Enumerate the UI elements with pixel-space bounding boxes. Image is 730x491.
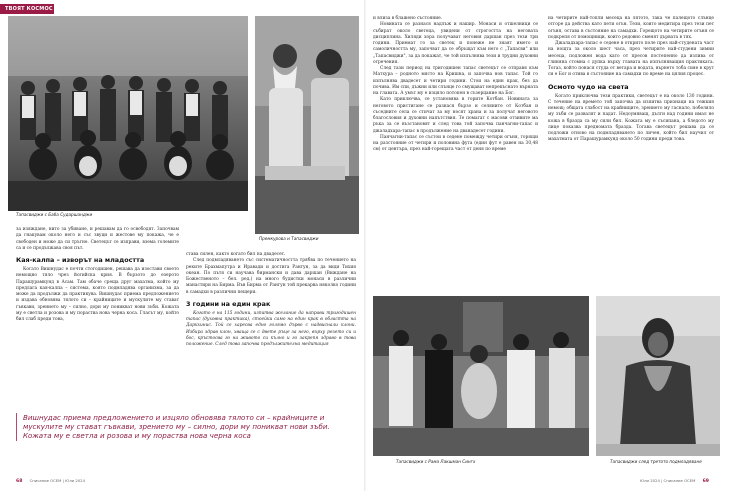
photo-two-men xyxy=(255,16,359,234)
paragraph: Панчагни-тапас се състои в седене помежду четири огъня, горящи на разстояние от четири и половина фута (един фут е равен на 30,48 см) от центъра, през най-горещата част от деня по време xyxy=(373,134,538,153)
caption-photo-after-rejuvenation: Тапасвиджи след третото подмладяване xyxy=(610,459,702,464)
heading-kaya-kalpa: Кая-калпа – изворът на младостта xyxy=(16,256,145,264)
page-gutter xyxy=(364,0,366,491)
paragraph: Джаладхара-тапас е седене в открито поле през най-студената част на нощта за около шест часа, през четирите най-студени зимни месеца, подложен вода като от пресов постепенно да излива от глиняна стомна с дупка върху главата на изпълняващия практиката. Тогаз, който понася студа от ветара и водата, върнето тоба сияе в крут си е Бог и отива в състояние на самадхи по време на цялия процес. xyxy=(548,41,714,78)
paragraph: След тази период на тригодишен тапас светецът се отправя към Матхура – родното място на Кришна, и започва нов тапас. Той го изпълнява двадесет и четири години. Стои на един крак, без да почива. Им спи, дъжни или слънце го смущават непрекъснато върната на главата. А умът му е изцяло потопен в съзерцание на Бог. xyxy=(373,66,538,96)
caption-photo-two-men: Премкурова и Тапасвиджи xyxy=(259,236,319,241)
paragraph: за изяждане, нито за убиване, и решавам да го освободят. Започвам да гнакувам около него и със звуци и жестове му покажа, че е свободен и може да си тръгне. Светецът се изправи, взема големите са и се продължава своя път. xyxy=(16,227,179,251)
text-column-3 xyxy=(373,16,538,154)
paragraph: Като приключва, се установява в горите Котбан. Новината за неговото пристигане се разнася бързо и селяните от Котбан и съседните села се стичат за му носят храна и за получат неговото благословия и духовни напътствия. Те помагат с масови отзивите ма ръка за се възстановят и след това той започва панчагни-тапас и джаладхара-тапас в продължение на дванадесет години. xyxy=(373,97,538,134)
paragraph: След подмладяването със систематичността трябва по течението на реките Брахмапутра и Иравади и достига Рангун, за да види Тихия океан. По пътя си научава бирмански и дава даршан (Виждане на Божественото – бел. ред.) на много будистки монаси в различни манастири на Бирма. Във Бирма от Рангун той прекарва няколко години в самадхи в различни пещери. xyxy=(186,258,356,295)
section-tag: ТВОЯТ КОСМОС xyxy=(0,4,54,14)
photo-with-rama-lakshman-singh xyxy=(373,296,589,456)
footer-right xyxy=(640,478,709,484)
heading-eighth-wonder: Осмото чудо на света xyxy=(548,82,629,91)
text-column-2 xyxy=(186,252,356,348)
caption-photo-group: Тапасвиджи с Баба Сударшанджи xyxy=(16,212,93,217)
paragraph: Когато приключва тези практики, светецът е на около 130 години. С течение на времето той започва да изпитва признаци на тежкия немощ; общата слабост на крайниците, зрението му гаснало, побеляло му зъби се развалят и падат. Недоумяващ, дълги над години имал не кожа в бразда са му сили бил. Кожата му е съсипана, а бледото му лице показва предномата бразда. Тогава светецът решава да се подложи отново на подмладяването по личен, който бил научил от махатмата от Парашурамкунд около 50 години преди това. xyxy=(548,93,714,143)
publication-left: Списание ОСЕМ | Юли 2024 xyxy=(29,478,86,483)
page-number-right: 69 xyxy=(702,479,710,484)
paragraph: на четирите най-топли месеца на лятото, така че палещото слънце отгоре да действа като пети огън. Тези, които медитира през тези пет огъня, остава в състояние на самадхи. Горещото на четирите огъня се подкрепя от помощници, които редовно сменят дървата в тях. xyxy=(548,16,714,40)
heading-three-years: 3 години на един крак xyxy=(186,299,271,308)
photo-group xyxy=(8,16,248,211)
footer-left xyxy=(16,478,85,484)
publication-right: Юли 2024 | Списание ОСЕМ xyxy=(640,478,696,483)
photo-after-third-rejuvenation xyxy=(596,296,720,456)
paragraph: става силен, както когато бил на двадесет. xyxy=(186,252,286,257)
text-column-1 xyxy=(16,227,179,323)
pull-quote: Вишнудас приема предложението и изцяло обновява тялото си – крайниците и мускулите му стават гъвкави, зрението му – силно, дори му поникват нови зъби. Кожата му е светла и розова и му пораства нова черна коса xyxy=(16,413,358,441)
paragraph: Когато е на 115 години, изпитва желание да направи тригодишен тапас (духовна практика), стоейки само на един крак в областта на Даркхинис. Той се харесва едно голямо дърво с надвиснали клони. Избира здрав клон, хваща се с двете ръце за него, върху резето си и бос, кръстосва го на живото си кълно и го закрепя здраво в това положение. След това започва продължителна медитация xyxy=(186,310,356,347)
paragraph: и влиза в блажено състояние. xyxy=(373,16,443,21)
caption-photo-rama-lakshman: Тапасвиджи с Рама Лакшман Сингх xyxy=(396,459,476,464)
paragraph: Новината се разнася надлъж и нашир. Монаси и отшелници се събират около светеца, увидени от строгостта на неговата дисциплина. Хиляди хора получават неговия даршан през тези три години. Приемат го за светец и понеже не знаят името и самоличността му, започват да се обръщат към него с „Тапасви" или „Тапасвиджи", за да покажат, че той изпълнява тези и трудни духовни отречения. xyxy=(373,22,538,65)
paragraph: Когато Вишнудас е почти стогодишен, решава да изостави своето немощно тяло чрез йогийска крия. В бързото до езерото Парашурамкунд в Асам. Там обаче среща друг махатма, който му предлага кая-калпа – система, която подмладява организма, за да може да продължи да практикува. Вишнудас приема предложението и издава обновява тялото си – крайниците и мускулите му стават гъвкави, зрението му – силно, дори му поникват нови зъби. Кожата му е светла и розова и му пораства нова черна коса. Гласът му, който бил слаб преди това, xyxy=(16,267,179,322)
page-number-left: 68 xyxy=(16,479,23,484)
text-column-4 xyxy=(548,16,714,144)
